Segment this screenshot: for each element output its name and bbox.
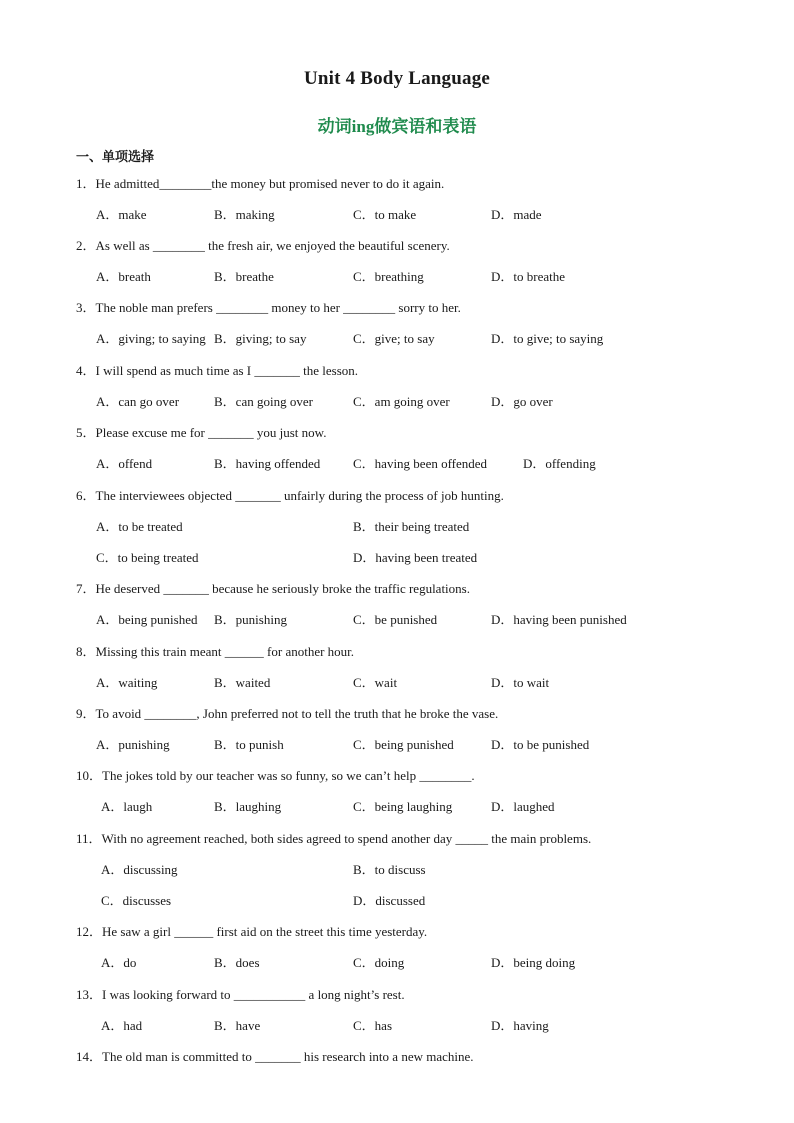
section-heading: 一、单项选择 bbox=[76, 149, 155, 164]
option-b[interactable]: B．having offended bbox=[214, 456, 321, 471]
option-a[interactable]: A．make bbox=[96, 207, 147, 222]
question-1 bbox=[76, 173, 444, 192]
option-a[interactable]: A．breath bbox=[96, 269, 151, 284]
option-d[interactable]: D．offending bbox=[523, 456, 596, 471]
option-c[interactable]: C．be punished bbox=[353, 612, 438, 627]
page-title: Unit 4 Body Language bbox=[303, 68, 491, 89]
question-number: 11． bbox=[76, 831, 102, 846]
option-b[interactable]: B．to discuss bbox=[353, 862, 426, 877]
question-number: 7． bbox=[76, 581, 96, 596]
option-d[interactable]: D．having been punished bbox=[491, 612, 627, 627]
question-number: 9． bbox=[76, 706, 96, 721]
question-2 bbox=[76, 235, 450, 254]
option-c[interactable]: C．discusses bbox=[101, 893, 172, 908]
question-number: 10． bbox=[76, 768, 103, 783]
option-d[interactable]: D．discussed bbox=[353, 893, 426, 908]
question-10 bbox=[76, 765, 475, 784]
question-number: 1． bbox=[76, 176, 96, 191]
option-c[interactable]: C．am going over bbox=[353, 394, 450, 409]
question-7 bbox=[76, 578, 470, 597]
question-number: 14． bbox=[76, 1049, 103, 1064]
option-c[interactable]: C．doing bbox=[353, 955, 405, 970]
question-number: 8． bbox=[76, 644, 96, 659]
option-c[interactable]: C．having been offended bbox=[353, 456, 488, 471]
question-6 bbox=[76, 485, 504, 504]
question-8 bbox=[76, 641, 354, 660]
question-14 bbox=[76, 1046, 474, 1065]
option-a[interactable]: A．punishing bbox=[96, 737, 170, 752]
option-c[interactable]: C．being punished bbox=[353, 737, 454, 752]
question-text: He saw a girl ______ first aid on the street this time yesterday. bbox=[102, 924, 428, 939]
option-c[interactable]: C．wait bbox=[353, 675, 398, 690]
option-a[interactable]: A．to be treated bbox=[96, 519, 183, 534]
question-text: With no agreement reached, both sides agreed to spend another day _____ the main problems. bbox=[101, 831, 592, 846]
question-9 bbox=[76, 703, 498, 722]
option-c[interactable]: C．to being treated bbox=[96, 550, 199, 565]
question-text: The interviewees objected _______ unfairly during the process of job hunting. bbox=[95, 488, 504, 503]
question-text: To avoid ________, John preferred not to tell the truth that he broke the vase. bbox=[95, 706, 499, 721]
page-subtitle: 动词ing做宾语和表语 bbox=[317, 117, 477, 136]
option-b[interactable]: B．can going over bbox=[214, 394, 313, 409]
question-text: The jokes told by our teacher was so funny, so we can’t help ________. bbox=[102, 768, 475, 783]
question-number: 4． bbox=[76, 363, 96, 378]
question-3 bbox=[76, 297, 461, 316]
option-b[interactable]: B．making bbox=[214, 207, 275, 222]
question-13 bbox=[76, 984, 405, 1003]
option-b[interactable]: B．waited bbox=[214, 675, 271, 690]
option-c[interactable]: C．breathing bbox=[353, 269, 424, 284]
option-c[interactable]: C．being laughing bbox=[353, 799, 453, 814]
option-b[interactable]: B．to punish bbox=[214, 737, 284, 752]
option-b[interactable]: B．laughing bbox=[214, 799, 282, 814]
option-d[interactable]: D．having been treated bbox=[353, 550, 478, 565]
option-a[interactable]: A．giving; to saying bbox=[96, 331, 206, 346]
question-text: I will spend as much time as I _______ the lesson. bbox=[95, 363, 359, 378]
option-a[interactable]: A．being punished bbox=[96, 612, 198, 627]
question-text: He deserved _______ because he seriously broke the traffic regulations. bbox=[95, 581, 470, 596]
option-c[interactable]: C．to make bbox=[353, 207, 417, 222]
option-d[interactable]: D．to be punished bbox=[491, 737, 590, 752]
question-12 bbox=[76, 921, 427, 940]
question-number: 3． bbox=[76, 300, 96, 315]
option-a[interactable]: A．had bbox=[101, 1018, 143, 1033]
question-text: Please excuse me for _______ you just now. bbox=[95, 425, 327, 440]
option-b[interactable]: B．giving; to say bbox=[214, 331, 307, 346]
question-text: The noble man prefers ________ money to her ________ sorry to her. bbox=[95, 300, 461, 315]
question-text: As well as ________ the fresh air, we enjoyed the beautiful scenery. bbox=[95, 238, 450, 253]
option-d[interactable]: D．to give; to saying bbox=[491, 331, 604, 346]
option-a[interactable]: A．discussing bbox=[101, 862, 178, 877]
question-number: 12． bbox=[76, 924, 103, 939]
option-a[interactable]: A．do bbox=[101, 955, 137, 970]
option-d[interactable]: D．to breathe bbox=[491, 269, 566, 284]
option-a[interactable]: A．waiting bbox=[96, 675, 158, 690]
question-4 bbox=[76, 360, 358, 379]
option-b[interactable]: B．breathe bbox=[214, 269, 274, 284]
option-d[interactable]: D．being doing bbox=[491, 955, 576, 970]
question-number: 2． bbox=[76, 238, 96, 253]
option-b[interactable]: B．their being treated bbox=[353, 519, 470, 534]
option-a[interactable]: A．can go over bbox=[96, 394, 180, 409]
question-text: The old man is committed to _______ his research into a new machine. bbox=[102, 1049, 474, 1064]
option-d[interactable]: D．made bbox=[491, 207, 542, 222]
option-a[interactable]: A．laugh bbox=[101, 799, 153, 814]
option-d[interactable]: D．to wait bbox=[491, 675, 550, 690]
question-text: Missing this train meant ______ for another hour. bbox=[95, 644, 355, 659]
option-c[interactable]: C．has bbox=[353, 1018, 393, 1033]
option-c[interactable]: C．give; to say bbox=[353, 331, 435, 346]
question-number: 6． bbox=[76, 488, 96, 503]
option-d[interactable]: D．go over bbox=[491, 394, 553, 409]
option-b[interactable]: B．punishing bbox=[214, 612, 287, 627]
question-5 bbox=[76, 422, 326, 441]
option-b[interactable]: B．have bbox=[214, 1018, 261, 1033]
question-text: He admitted________the money but promised never to do it again. bbox=[95, 176, 445, 191]
question-11 bbox=[76, 828, 591, 847]
question-text: I was looking forward to ___________ a long night’s rest. bbox=[102, 987, 405, 1002]
option-b[interactable]: B．does bbox=[214, 955, 260, 970]
option-d[interactable]: D．laughed bbox=[491, 799, 555, 814]
option-d[interactable]: D．having bbox=[491, 1018, 549, 1033]
question-number: 5． bbox=[76, 425, 96, 440]
question-number: 13． bbox=[76, 987, 103, 1002]
option-a[interactable]: A．offend bbox=[96, 456, 153, 471]
